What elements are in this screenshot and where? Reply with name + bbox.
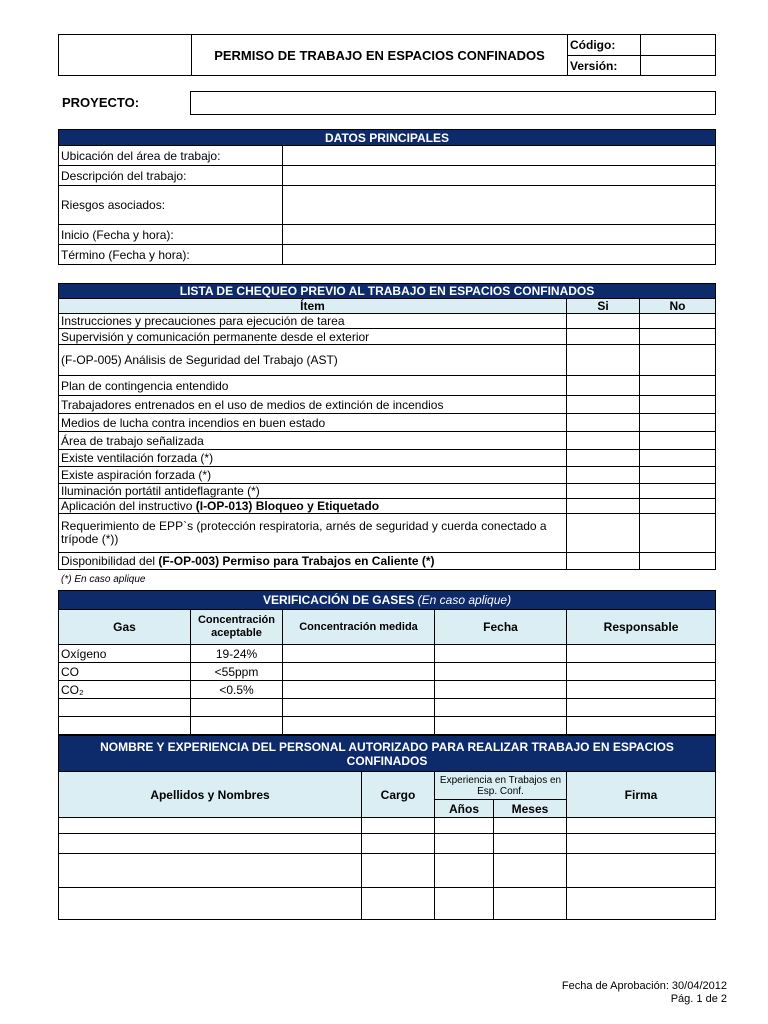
col-item: Ítem (59, 299, 567, 314)
footer (562, 980, 727, 1006)
gas-fecha-field[interactable] (435, 699, 567, 717)
personal-anos-field[interactable] (435, 854, 494, 888)
checklist-item: Existe ventilación forzada (*) (59, 450, 567, 467)
gases-title-note: (En caso aplique) (417, 593, 512, 607)
checklist-item: Existe aspiración forzada (*) (59, 467, 567, 484)
personal-cargo-field[interactable] (362, 818, 435, 834)
checklist-item: Trabajadores entrenados en el uso de medios de extinción de incendios (59, 396, 567, 414)
check-no[interactable] (640, 553, 716, 570)
checklist-item-bold: (I-OP-013) Bloqueo y Etiquetado (195, 499, 380, 513)
gas-conc[interactable] (191, 717, 283, 735)
datos-field[interactable] (283, 166, 716, 186)
personal-table (58, 735, 716, 920)
checklist-item: Instrucciones y precauciones para ejecución de tarea (59, 314, 567, 329)
check-si[interactable] (567, 467, 640, 484)
personal-nombre-field[interactable] (59, 888, 362, 920)
col-anos: Años (435, 800, 494, 818)
datos-label: Ubicación del área de trabajo: (59, 146, 283, 166)
gas-fecha-field[interactable] (435, 681, 567, 699)
gases-title (59, 591, 716, 610)
gases-table (58, 590, 716, 735)
datos-label: Riesgos asociados: (59, 186, 283, 225)
col-conc-medida: Concentración medida (283, 610, 435, 645)
check-si[interactable] (567, 329, 640, 345)
personal-nombre-field[interactable] (59, 854, 362, 888)
checklist-note: (*) En caso aplique (61, 574, 146, 585)
datos-label: Descripción del trabajo: (59, 166, 283, 186)
checklist-item: (F-OP-005) Análisis de Seguridad del Trabajo (AST) (59, 345, 567, 376)
check-no[interactable] (640, 450, 716, 467)
logo-cell (59, 35, 192, 76)
gas-medida-field[interactable] (283, 645, 435, 663)
checklist-item (59, 499, 567, 514)
check-si[interactable] (567, 345, 640, 376)
gas-name[interactable] (59, 717, 191, 735)
gas-conc: 19-24% (191, 645, 283, 663)
personal-cargo-field[interactable] (362, 834, 435, 854)
check-no[interactable] (640, 414, 716, 432)
col-meses: Meses (494, 800, 567, 818)
personal-meses-field[interactable] (494, 818, 567, 834)
checklist-item-text: Disponibilidad del (61, 554, 159, 568)
col-no: No (640, 299, 716, 314)
personal-cargo-field[interactable] (362, 888, 435, 920)
gases-title-text: VERIFICACIÓN DE GASES (262, 593, 415, 607)
datos-field[interactable] (283, 146, 716, 166)
checklist-item: Medios de lucha contra incendios en buen estado (59, 414, 567, 432)
col-si: Si (567, 299, 640, 314)
gas-responsable-field[interactable] (567, 717, 716, 735)
check-no[interactable] (640, 329, 716, 345)
gas-fecha-field[interactable] (435, 645, 567, 663)
gas-fecha-field[interactable] (435, 717, 567, 735)
check-no[interactable] (640, 484, 716, 499)
checklist-item: Área de trabajo señalizada (59, 432, 567, 450)
gas-responsable-field[interactable] (567, 645, 716, 663)
check-no[interactable] (640, 314, 716, 329)
gas-responsable-field[interactable] (567, 681, 716, 699)
personal-firma-field[interactable] (567, 818, 716, 834)
gas-fecha-field[interactable] (435, 663, 567, 681)
fecha-aprobacion: Fecha de Aprobación: 30/04/2012 (561, 980, 727, 992)
datos-table (58, 129, 716, 265)
col-nombres: Apellidos y Nombres (59, 772, 362, 818)
codigo-field[interactable] (641, 35, 716, 56)
col-conc-aceptable: Concentración aceptable (191, 610, 283, 645)
checklist-table (58, 283, 716, 570)
datos-field[interactable] (283, 245, 716, 265)
check-si[interactable] (567, 432, 640, 450)
check-no[interactable] (640, 514, 716, 553)
datos-label: Inicio (Fecha y hora): (59, 225, 283, 245)
codigo-label: Código: (568, 35, 641, 56)
personal-firma-field[interactable] (567, 834, 716, 854)
col-fecha: Fecha (435, 610, 567, 645)
personal-meses-field[interactable] (494, 854, 567, 888)
check-si[interactable] (567, 414, 640, 432)
gas-medida-field[interactable] (283, 663, 435, 681)
gas-name: Oxígeno (59, 645, 191, 663)
datos-field[interactable] (283, 225, 716, 245)
gas-name: CO (59, 663, 191, 681)
personal-nombre-field[interactable] (59, 818, 362, 834)
gas-name: CO₂ (59, 681, 191, 699)
check-no[interactable] (640, 376, 716, 396)
col-responsable: Responsable (567, 610, 716, 645)
check-si[interactable] (567, 396, 640, 414)
personal-anos-field[interactable] (435, 834, 494, 854)
personal-meses-field[interactable] (494, 888, 567, 920)
gas-medida-field[interactable] (283, 717, 435, 735)
personal-firma-field[interactable] (567, 888, 716, 920)
checklist-item-bold: (F-OP-003) Permiso para Trabajos en Caliente (*) (158, 554, 435, 568)
gas-conc: <55ppm (191, 663, 283, 681)
col-experiencia: Experiencia en Trabajos en Esp. Conf. (435, 772, 567, 800)
proyecto-field[interactable] (190, 91, 716, 115)
checklist-item-text: Aplicación del instructivo (61, 499, 196, 513)
form-title: PERMISO DE TRABAJO EN ESPACIOS CONFINADOS (192, 35, 568, 76)
check-no[interactable] (640, 396, 716, 414)
header-table (58, 34, 716, 76)
check-no[interactable] (640, 432, 716, 450)
check-si[interactable] (567, 376, 640, 396)
personal-title: NOMBRE Y EXPERIENCIA DEL PERSONAL AUTORIZADO PARA REALIZAR TRABAJO EN ESPACIOS CONFINADOS (59, 736, 716, 772)
version-field[interactable] (641, 56, 716, 76)
personal-firma-field[interactable] (567, 854, 716, 888)
proyecto-label: PROYECTO: (62, 95, 140, 110)
check-no[interactable] (640, 345, 716, 376)
personal-nombre-field[interactable] (59, 834, 362, 854)
check-si[interactable] (567, 314, 640, 329)
personal-anos-field[interactable] (435, 818, 494, 834)
gas-medida-field[interactable] (283, 699, 435, 717)
checklist-item: Supervisión y comunicación permanente desde el exterior (59, 329, 567, 345)
page-number: Pág. 1 de 2 (670, 993, 727, 1005)
personal-cargo-field[interactable] (362, 854, 435, 888)
gas-responsable-field[interactable] (567, 663, 716, 681)
gas-conc: <0.5% (191, 681, 283, 699)
personal-meses-field[interactable] (494, 834, 567, 854)
col-firma: Firma (567, 772, 716, 818)
gas-conc[interactable] (191, 699, 283, 717)
col-gas: Gas (59, 610, 191, 645)
check-si[interactable] (567, 450, 640, 467)
checklist-item: Requerimiento de EPP`s (protección respiratoria, arnés de seguridad y cuerda conectado a trípode (*)) (59, 514, 567, 553)
check-no[interactable] (640, 499, 716, 514)
check-si[interactable] (567, 514, 640, 553)
personal-anos-field[interactable] (435, 888, 494, 920)
checklist-item: Plan de contingencia entendido (59, 376, 567, 396)
datos-label: Término (Fecha y hora): (59, 245, 283, 265)
datos-title: DATOS PRINCIPALES (59, 130, 716, 146)
check-si[interactable] (567, 553, 640, 570)
col-cargo: Cargo (362, 772, 435, 818)
checklist-title: LISTA DE CHEQUEO PREVIO AL TRABAJO EN ESPACIOS CONFINADOS (59, 284, 716, 299)
datos-field[interactable] (283, 186, 716, 225)
version-label: Versión: (568, 56, 641, 76)
check-no[interactable] (640, 467, 716, 484)
gas-medida-field[interactable] (283, 681, 435, 699)
check-si[interactable] (567, 499, 640, 514)
gas-responsable-field[interactable] (567, 699, 716, 717)
check-si[interactable] (567, 484, 640, 499)
checklist-item (59, 553, 567, 570)
checklist-item: Iluminación portátil antideflagrante (*) (59, 484, 567, 499)
gas-name[interactable] (59, 699, 191, 717)
